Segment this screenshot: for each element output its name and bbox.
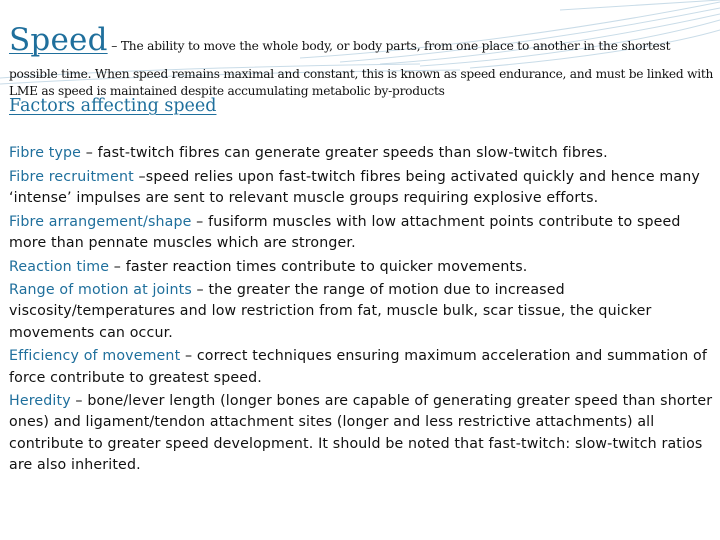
factor-text: –speed relies upon fast-twitch fibres being activated quickly and hence many ‘intense’ impulses are sent to relevant muscle groups requiring explosive efforts. xyxy=(9,168,700,206)
factor-item-reaction-time xyxy=(9,257,713,278)
factor-term: Fibre arrangement/shape xyxy=(9,213,192,230)
factor-term: Range of motion at joints xyxy=(9,282,192,299)
factor-text: – the greater the range of motion due to increased viscosity/temperatures and low restriction from fat, muscle bulk, scar tissue, the quicker movements can occur. xyxy=(9,282,652,341)
factor-text: – fast-twitch fibres can generate greater speeds than slow-twitch fibres. xyxy=(81,145,608,161)
factors-list xyxy=(9,143,713,479)
factor-item-heredity xyxy=(9,391,713,476)
factor-term: Efficiency of movement xyxy=(9,348,181,365)
page-title: Speed xyxy=(9,22,108,58)
definition-continuation: possible time. When speed remains maximal and constant, this is known as speed endurance, and must be linked with LME as speed is maintained despite accumulating metabolic by-products xyxy=(9,67,714,98)
factor-text: – faster reaction times contribute to quicker movements. xyxy=(109,258,528,275)
factor-term: Reaction time xyxy=(9,258,110,275)
factor-term: Fibre recruitment xyxy=(9,168,134,185)
factor-item-range-of-motion xyxy=(9,280,713,344)
factor-term: Fibre type xyxy=(9,145,82,161)
definition-lead: – The ability to move the whole body, or body parts, from one place to another in the shortest xyxy=(107,39,671,53)
factor-item-fibre-recruitment xyxy=(9,167,713,209)
factor-text: – correct techniques ensuring maximum acceleration and summation of force contribute to greatest speed. xyxy=(9,348,707,386)
definition-block xyxy=(9,20,714,100)
factor-item-efficiency xyxy=(9,346,713,388)
factor-text: – fusiform muscles with low attachment points contribute to speed more than pennate muscles which are stronger. xyxy=(9,213,681,251)
factor-item-fibre-type xyxy=(9,143,713,164)
title-line xyxy=(9,20,714,66)
factor-term: Heredity xyxy=(9,393,71,410)
factor-text: – bone/lever length (longer bones are capable of generating greater speed than shorter ones) and ligament/tendon attachment sites (longer and less restrictive attachments) all contribute to greater speed development. It should be noted that fast-twitch: slow-twitch ratios are also inherited. xyxy=(9,393,713,473)
section-heading: Factors affecting speed xyxy=(9,96,217,116)
factor-item-fibre-arrangement xyxy=(9,212,713,254)
